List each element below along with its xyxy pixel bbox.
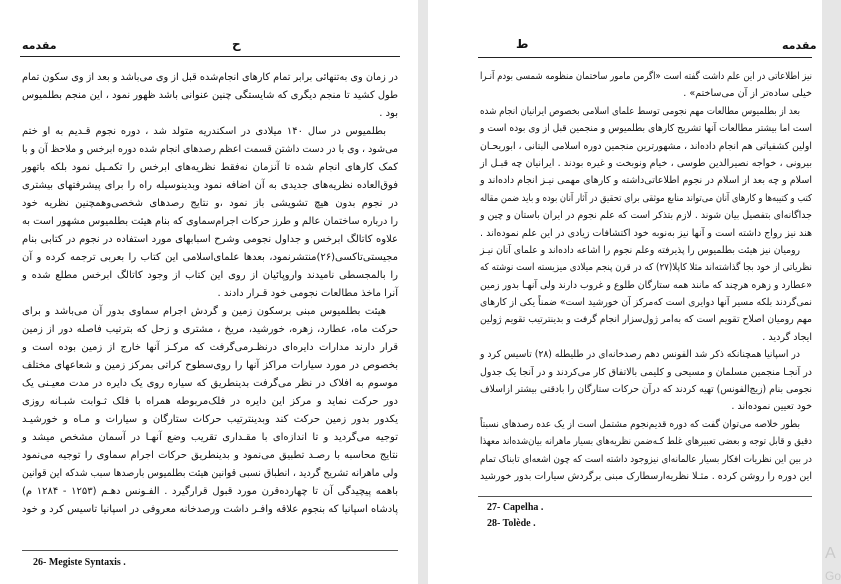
text-line: بعد از بطلمیوس مطالعات مهم نجومی توسط علمای اسلامی بخصوص ایرانیان انجام شده [479, 105, 800, 117]
page-number: ط [516, 37, 529, 51]
text-line: را درباره ساختمان عالم و طرز حرکات اجرام‌سماوی که بنام هیئت بطلمیوس مشهور است به [21, 216, 398, 227]
footnote: 27- Capelha . [487, 502, 544, 513]
text-line: بطلمیوس در سال ۱۴۰ میلادی در اسکندریه متولد شد ، دوره نجوم قـدیم به او ختم [21, 126, 386, 137]
text-line: رومیان نیز هیئت بطلمیوس را پذیرفته وعلم نجوم را اشاعه داده‌اند و علمای آنان نیـز [480, 244, 800, 256]
text-line: نجومی بنام (زیج‌الفونس) تهیه کردند که درآن حرکات ستارگان را بادقتی بیشتر ازاسلاف [480, 384, 812, 396]
right-page [428, 0, 822, 584]
header-rule [478, 57, 812, 58]
text-line: نمی‌گردند بلکه مسیر آنها دوایری است که‌مرکز آن خورشید است» ضمناً یکی از کارهای [480, 297, 812, 309]
text-line: توجیه می‌گردید و تا اندازه‌ای با مقـداری تقریب وضع آنهـا در آسمان مشخص میشد و [22, 432, 398, 443]
text-line: است اما بیشتر مطالعات آنها تشریح کارهای بطلمیوس و منجمین قبل از وی بوده است و [479, 123, 812, 135]
text-line: نیز اطلاعاتی در این علم داشت گفته است «اگرمن مامور ساختمان منظومه شمسی بودم آنـرا [480, 71, 812, 82]
paragraph [480, 416, 812, 486]
text-line: در آنجـا منجمین مسلمان و مسیحی و کلیمی بالاتفاق کار می‌کردند و در آنجا یک جدول [479, 366, 812, 378]
text-line: یکدور بدور زمین حرکت کند وبدینترتیب حرکات ستارگان و سیارات و مـاه و خورشیـد [22, 414, 398, 425]
text-line: جداگانه‌ای بتفصیل بیان شوند . لازم بتذکر است که علم نجوم در ایران باستان و چین و [479, 210, 812, 222]
page-body [22, 69, 398, 519]
text-line: فوق‌العاده نظریه‌های جدیدی به آن اضافه نمود وبدینوسیله راه را برای پیشرفتهای بیشتری [22, 180, 398, 191]
text-line: خیلی ساده‌تر از آن می‌ساختم» . [683, 88, 812, 100]
paragraph [480, 242, 812, 346]
activation-watermark-title: A [825, 545, 836, 562]
text-line: خود تعیین نموده‌اند . [731, 401, 812, 413]
text-line: قرار دارند مدارات دایره‌ای درنظـرمی‌گرفت که مرکـز آنها خارج از زمین بوده است و [22, 342, 398, 353]
text-line: پادشاه اسپانیا که بنجوم علاقه وافـر داشت ورصدخانه معروفی در اسپانیا تاسیس کرد و خود [22, 504, 398, 515]
text-line: «عطارد و زهره هرچند که مانند همه ستارگان طلوع و غروب دارند ولی آنهـا بدور زمین [480, 279, 812, 291]
text-line: هند نیز رواج داشته است و آنها نیز به‌نوبه خود اکتشافات زیادی در این علم نموده‌اند . [479, 227, 812, 239]
text-line: طول کشید تا منجم دیگری که شایستگی چنین عنوانی باشد ظهور نمود ، این منجم بطلمیوس [21, 90, 399, 101]
footnote: 26- Megiste Syntaxis . [33, 557, 126, 568]
text-line: را بالمجسطی نامیدند واروپائیان از روی این کتاب از وجود کاتالگ ابرخس مطلع شده و [22, 270, 398, 281]
text-line: می‌شود ، وی با در دست داشتن قسمت اعظم رصدهای انجام شده دوره ابرخس و ملاحظ آن و با [22, 144, 399, 155]
text-line: بخصوص در مورد سیارات مراکز آنها را روی‌سطوح کراتی بمرکز زمین و شعاعهای مختلف [22, 360, 398, 371]
text-line: موسوم به افلاک در نظر می‌گرفت بدینطریق که سیاره روی یک دایره در مدت معیـنی یک [22, 378, 398, 389]
text-line: بیرونی ، خواجه نصیرالدین طوسی ، خیام ونوبخت و غیره بودند . ایرانیان چه قبـل از [480, 157, 812, 169]
footnote-rule [22, 550, 398, 551]
text-line: اسلام و چه بعد از اسلام در نجوم اطلاعاتی‌داشته و کارهای مهمی نیـز انجام داده‌اند و [480, 175, 812, 187]
text-line: در بین این نظریات افکار بسیار عالمانه‌ای نیزوجود داشته است که چون اشعه‌ای تابناک تمام [480, 453, 812, 465]
footnote: 28- Tolède . [487, 518, 536, 529]
text-line: باهمه پیچیدگی آن تا چهارده‌قرن مورد قبول قرارگیرد . الفـونس دهـم (۱۲۵۳ - ۱۲۸۴ م) [21, 486, 398, 497]
text-line: اولین کشفیاتی هم انجام داده‌اند ، مشهورترین منجمین دوره اسلامی البتانی ، ابوریحـان [480, 140, 812, 152]
header-rule [20, 56, 400, 57]
paragraph [480, 103, 812, 242]
text-line: نظریاتی از خود بجا گذاشته‌اند مثلا کاپلا(۲۷) که در قرن پنجم میلادی میزیسته است نوشته که [479, 262, 812, 274]
paragraph [22, 123, 398, 303]
page-number: ح [232, 37, 241, 51]
text-line: ولی ماهرانه تشریح گردید ، انطباق نسبی قوانین هیئت بطلمیوس بارصدها سبب شدکه این قوانین [22, 468, 398, 479]
text-line: در زمان وی به‌تنهائی برابر تمام کارهای انجام‌شده قبل از وی می‌باشد و بعد از وی سکون تمام [22, 72, 398, 83]
text-line: دقیق و قابل توجه و بعضی تعبیرهای غلط کـه‌ضمن نظریه‌های بسیار ماهرانه بیان‌شده‌اند معهذا [479, 436, 812, 448]
text-line: کتب و کتیبه‌ها و کارهای آنان می‌تواند منابع موثقی برای تحقیق در آثار آنان بوده و باید ضمن مقاله [480, 192, 812, 204]
paragraph [480, 346, 812, 416]
text-line: دور حرکت نماید و مرکز این دایره در فلک‌مربوطه همراه با فلک ثـوابت شبـانه روزی [22, 396, 398, 407]
text-line: مهم رومیان اصلاح تقویم است که به‌امر ژول‌سزار انجام گرفت و بدینترتیب تقویم ژولین [480, 314, 812, 326]
text-line: حرکت ماه، عطارد، زهره، خورشید، مریخ ، مشتری و زحل که بترتیب فاصله دور از زمین [22, 324, 398, 335]
footnote-rule [478, 496, 812, 497]
text-line: ایجاد گردید . [762, 331, 812, 343]
running-head: مقدمه [22, 39, 57, 52]
paragraph [480, 68, 812, 103]
left-page [0, 0, 418, 584]
activation-watermark-subtitle: Go [825, 569, 841, 583]
text-line: بود . [379, 108, 398, 119]
text-line: کمک کارهای انجام شده تا آنزمان نه‌فقط نظریه‌های ابرخس را تکمـیل نمود بلکه باتهور [22, 162, 398, 173]
text-line: این دوره را روشن کرده . مثـلا نظریه‌ارسطارک مبنی برگردش سیارات بدور خورشید [480, 470, 812, 482]
paragraph [22, 303, 398, 519]
text-line: هیئت بطلمیوس مبنی برسکون زمین و گردش اجرام سماوی بدور آن می‌باشد و برای [22, 306, 386, 317]
page-body [480, 68, 812, 485]
text-line: علاوه کاتالگ ابرخس و جداول نجومی وشرح اسبابهای مورد استفاده در نجوم در کتابی بنام [22, 234, 398, 245]
text-line: در اسپانیا همچنانکه ذکر شد الفونس دهم رصدخانه‌ای در طلیطله (۲۸) تاسیس کرد و [479, 349, 800, 361]
text-line: نتایج محاسبه با رصـد تطبیق می‌نمود و بدینطریق حرکات اجرام سماوی را توجیه می‌نمود [22, 450, 398, 461]
text-line: بطور خلاصه می‌توان گفت که دوره قدیم‌نجوم مشتمل است از یک عده رصدهای نسبتاً [479, 418, 800, 430]
paragraph [22, 69, 398, 123]
text-line: مجیستی‌تاکسی(۲۶)منتشرنمود، بعدها علمای‌اسلامی این کتاب را بعربی ترجمه کرده و آن [22, 252, 398, 263]
running-head: مقدمه [782, 39, 817, 52]
text-line: آنرا ماخذ مطالعات نجومی خود قـرار دادند . [217, 288, 398, 299]
text-line: در نجوم بدون هیچ تشویشی باز نمود ،و نتایج رصدهای شخصی‌وهمچنین نظریه خود [22, 198, 398, 209]
